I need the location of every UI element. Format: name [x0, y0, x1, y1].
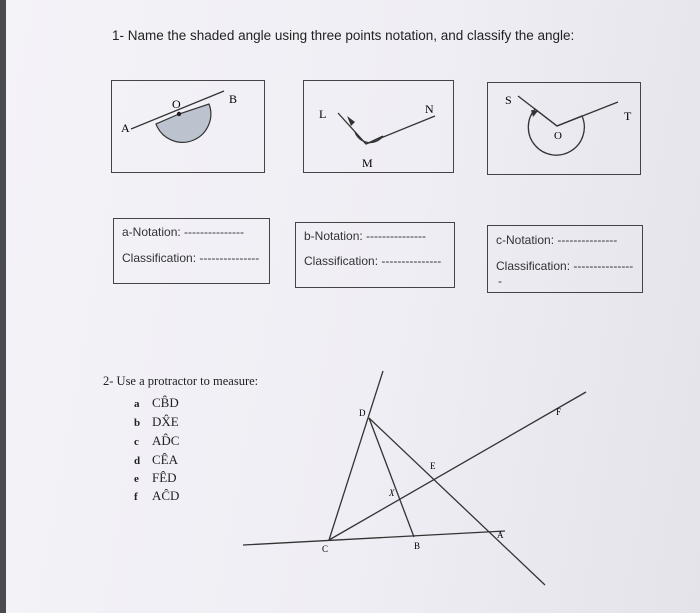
classification-c-field[interactable]: Classification: --------------- [496, 259, 634, 273]
label-c-O: O [553, 129, 562, 142]
label-q2-X: X [389, 488, 395, 498]
item-angle: DX̂E [152, 414, 179, 429]
label-c-T: T [623, 108, 631, 123]
answer-c-extra-mark: - [498, 274, 502, 288]
label-q2-B: B [414, 541, 421, 551]
item-angle: AD̂C [152, 433, 180, 448]
question-1-text: 1- Name the shaded angle using three points notation, and classify the angle: [112, 28, 575, 43]
label-q2-E: E [430, 461, 436, 471]
label-q2-F: F [556, 407, 562, 417]
label-b-M: M [361, 155, 373, 170]
question-2-text: 2- Use a protractor to measure: [103, 374, 259, 388]
label-q2-C: C [322, 544, 329, 554]
label-q2-D: D [359, 408, 366, 418]
label-b-N: N [424, 101, 434, 116]
line-CF [329, 392, 586, 540]
notation-a-field[interactable]: a-Notation: --------------- [122, 225, 244, 239]
classification-a-field[interactable]: Classification: --------------- [122, 251, 260, 265]
item-angle: AĈD [152, 488, 180, 503]
notation-c-field[interactable]: c-Notation: --------------- [496, 233, 618, 247]
label-b-L: L [318, 106, 326, 121]
item-angle: CB̂D [152, 395, 179, 410]
item-marker: e [134, 473, 139, 485]
classification-b-field[interactable]: Classification: --------------- [304, 254, 442, 268]
line-CBA [243, 531, 505, 545]
item-marker: b [134, 417, 141, 429]
line-CD-extended [329, 371, 383, 540]
item-marker: c [134, 436, 139, 448]
item-angle: FÊD [152, 470, 177, 485]
label-a-A: A [120, 120, 130, 135]
label-a-B: B [228, 91, 237, 106]
item-marker: f [134, 491, 138, 503]
label-c-S: S [504, 92, 512, 107]
label-a-O: O [171, 96, 181, 111]
label-q2-A: A [497, 530, 504, 540]
line-DB [369, 418, 414, 537]
item-marker: d [134, 455, 141, 467]
notation-b-field[interactable]: b-Notation: --------------- [304, 229, 426, 243]
item-marker: a [134, 398, 140, 410]
item-angle: CÊA [152, 452, 178, 467]
